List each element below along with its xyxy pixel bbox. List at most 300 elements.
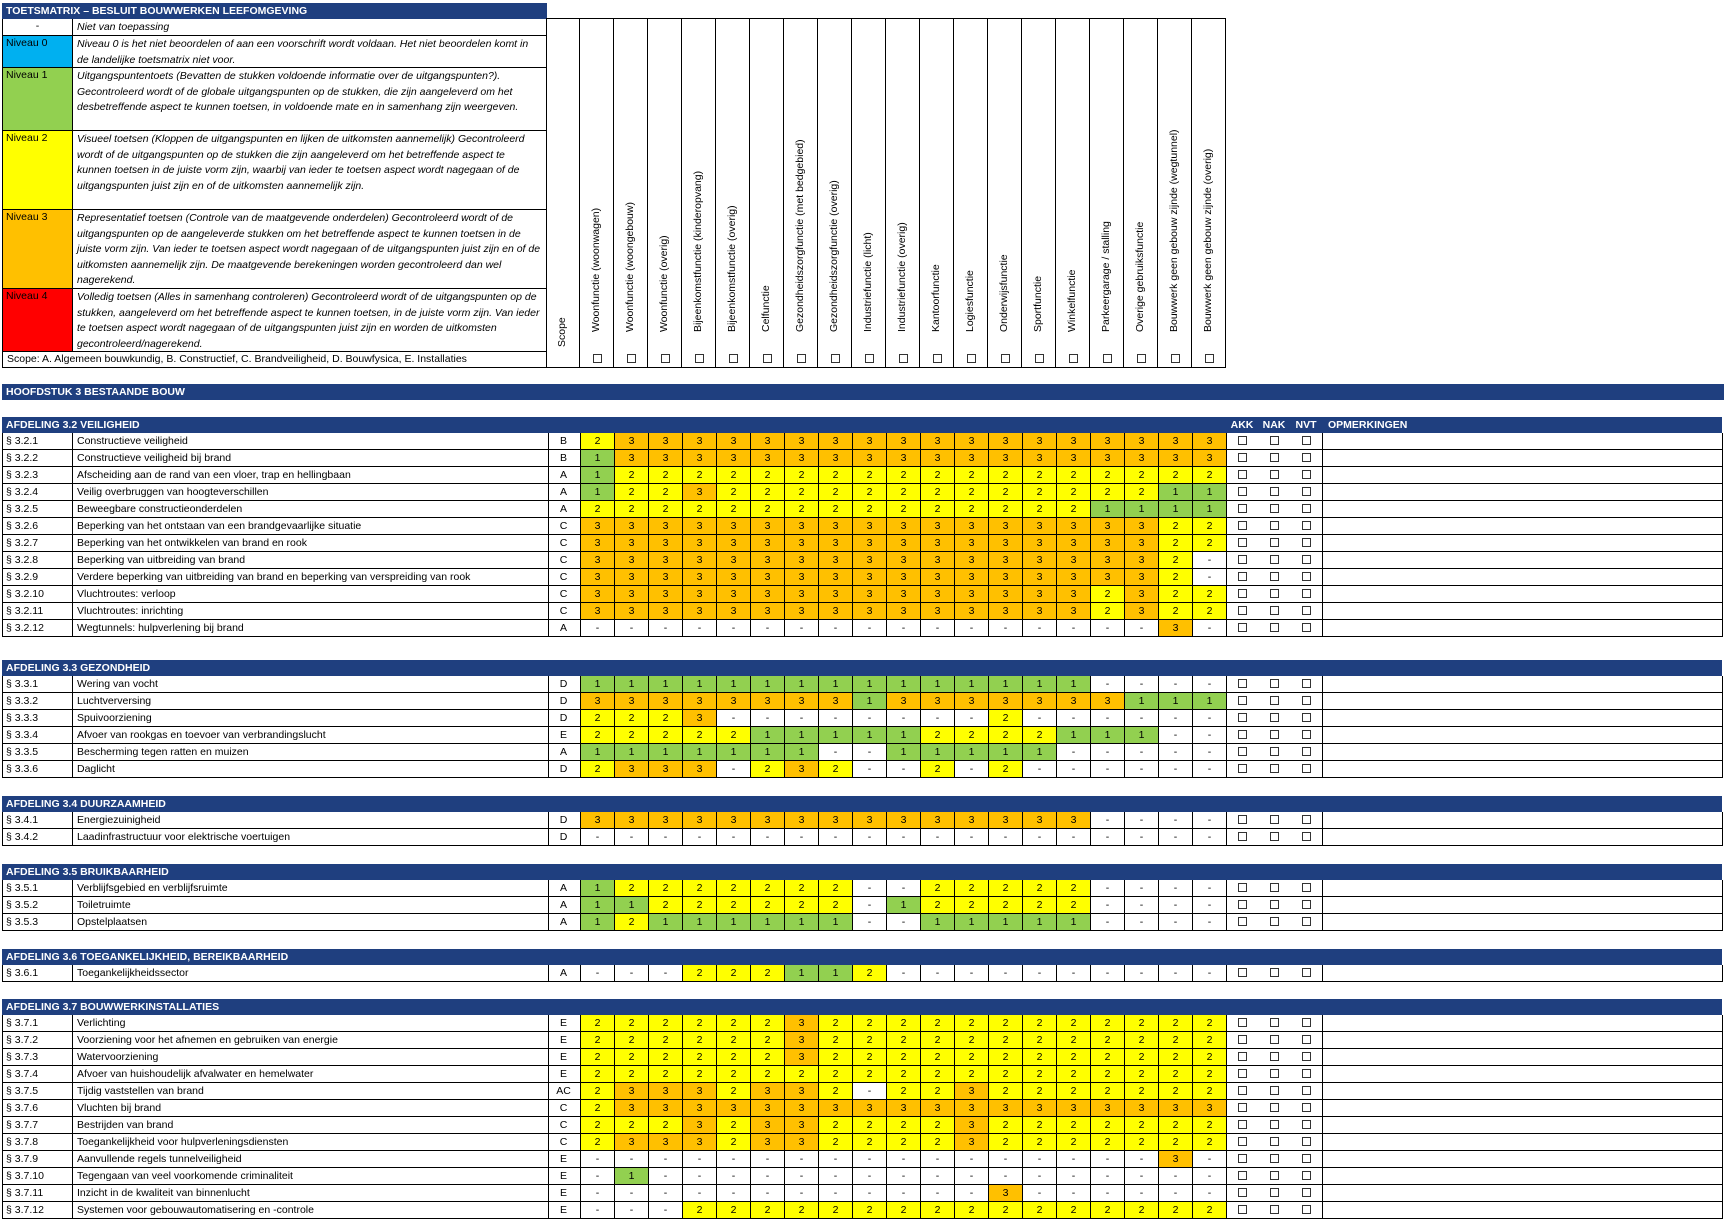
nvt-checkbox[interactable]	[1302, 538, 1311, 547]
remarks-cell[interactable]	[1323, 1032, 1723, 1049]
nvt-checkbox[interactable]	[1302, 747, 1311, 756]
nak-checkbox[interactable]	[1270, 1171, 1279, 1180]
nvt-checkbox[interactable]	[1302, 1035, 1311, 1044]
function-checkbox[interactable]	[695, 354, 704, 363]
nvt-checkbox[interactable]	[1302, 679, 1311, 688]
level-cell: 3	[785, 812, 819, 829]
nak-checkbox[interactable]	[1270, 589, 1279, 598]
level-cell: 1	[581, 676, 615, 693]
level-cell: 2	[1023, 1083, 1057, 1100]
level-cell: 3	[1057, 603, 1091, 620]
nvt-checkbox[interactable]	[1302, 470, 1311, 479]
function-header-8-label: Gezondheidszorgfunctie (overig)	[828, 180, 840, 332]
function-header-17	[1124, 18, 1158, 368]
table-row	[3, 1015, 1723, 1032]
nvt-checkbox[interactable]	[1302, 555, 1311, 564]
nvt-checkbox[interactable]	[1302, 606, 1311, 615]
article-title: Toegankelijkheidssector	[73, 965, 549, 982]
nak-checkbox[interactable]	[1270, 917, 1279, 926]
akk-checkbox[interactable]	[1238, 1103, 1247, 1112]
nvt-checkbox[interactable]	[1302, 917, 1311, 926]
function-checkbox[interactable]	[831, 354, 840, 363]
legend-row	[2, 19, 547, 36]
nvt-checkbox[interactable]	[1302, 436, 1311, 445]
nak-checkbox[interactable]	[1270, 747, 1279, 756]
remarks-cell[interactable]	[1323, 710, 1723, 727]
nvt-checkbox[interactable]	[1302, 1103, 1311, 1112]
nvt-checkbox[interactable]	[1302, 1018, 1311, 1027]
level-cell: 3	[717, 603, 751, 620]
level-cell: 2	[887, 501, 921, 518]
legend-code: Niveau 1	[3, 68, 73, 130]
nvt-checkbox[interactable]	[1302, 1205, 1311, 1214]
level-cell: -	[1091, 761, 1125, 778]
akk-checkbox[interactable]	[1238, 1171, 1247, 1180]
remarks-cell[interactable]	[1323, 744, 1723, 761]
nak-checkbox[interactable]	[1270, 504, 1279, 513]
remarks-cell[interactable]	[1323, 1117, 1723, 1134]
level-cell: 2	[853, 1202, 887, 1219]
remarks-cell[interactable]	[1323, 914, 1723, 931]
function-checkbox[interactable]	[1069, 354, 1078, 363]
level-cell: -	[853, 761, 887, 778]
level-cell: 3	[683, 1083, 717, 1100]
function-checkbox[interactable]	[865, 354, 874, 363]
level-cell: 3	[1057, 518, 1091, 535]
level-cell: -	[1057, 1168, 1091, 1185]
level-cell: 1	[853, 727, 887, 744]
remarks-cell[interactable]	[1323, 484, 1723, 501]
remarks-cell[interactable]	[1323, 433, 1723, 450]
remarks-cell[interactable]	[1323, 761, 1723, 778]
remarks-cell[interactable]	[1323, 620, 1723, 637]
level-cell: -	[785, 1185, 819, 1202]
nvt-checkbox[interactable]	[1302, 1120, 1311, 1129]
function-checkbox[interactable]	[1035, 354, 1044, 363]
nak-checkbox[interactable]	[1270, 453, 1279, 462]
nvt-checkbox[interactable]	[1302, 1052, 1311, 1061]
remarks-cell[interactable]	[1323, 829, 1723, 846]
status-cell-nvt	[1291, 897, 1323, 914]
nvt-checkbox[interactable]	[1302, 1188, 1311, 1197]
level-cell: -	[1159, 676, 1193, 693]
table-row	[3, 433, 1723, 450]
akk-checkbox[interactable]	[1238, 917, 1247, 926]
level-cell: 3	[887, 812, 921, 829]
function-checkbox[interactable]	[1205, 354, 1214, 363]
function-checkbox[interactable]	[661, 354, 670, 363]
level-cell: 3	[1091, 693, 1125, 710]
function-checkbox[interactable]	[593, 354, 602, 363]
level-cell: 3	[649, 552, 683, 569]
level-cell: 1	[1125, 727, 1159, 744]
nvt-checkbox[interactable]	[1302, 572, 1311, 581]
status-cell-nvt	[1291, 710, 1323, 727]
level-cell: 3	[581, 569, 615, 586]
level-cell: 2	[989, 1134, 1023, 1151]
akk-checkbox[interactable]	[1238, 1188, 1247, 1197]
nak-checkbox[interactable]	[1270, 606, 1279, 615]
nvt-checkbox[interactable]	[1302, 504, 1311, 513]
level-cell: -	[1091, 710, 1125, 727]
function-checkbox[interactable]	[1171, 354, 1180, 363]
status-cell-akk	[1227, 1049, 1259, 1066]
nak-checkbox[interactable]	[1270, 1086, 1279, 1095]
akk-checkbox[interactable]	[1238, 679, 1247, 688]
level-cell: 3	[717, 569, 751, 586]
nvt-checkbox[interactable]	[1302, 832, 1311, 841]
akk-checkbox[interactable]	[1238, 696, 1247, 705]
akk-checkbox[interactable]	[1238, 504, 1247, 513]
nak-checkbox[interactable]	[1270, 623, 1279, 632]
function-header-18-label: Bouwwerk geen gebouw zijnde (wegtunnel)	[1168, 129, 1180, 332]
function-checkbox[interactable]	[797, 354, 806, 363]
nak-checkbox[interactable]	[1270, 883, 1279, 892]
level-cell: 3	[581, 586, 615, 603]
level-cell: 3	[785, 1015, 819, 1032]
remarks-cell[interactable]	[1323, 1134, 1723, 1151]
level-cell: -	[819, 1168, 853, 1185]
status-cell-akk	[1227, 1100, 1259, 1117]
function-header-19	[1192, 18, 1226, 368]
nak-checkbox[interactable]	[1270, 832, 1279, 841]
akk-checkbox[interactable]	[1238, 538, 1247, 547]
scope-column-header-label: Scope	[556, 317, 568, 347]
function-checkbox[interactable]	[1137, 354, 1146, 363]
nvt-checkbox[interactable]	[1302, 713, 1311, 722]
remarks-cell[interactable]	[1323, 501, 1723, 518]
nak-checkbox[interactable]	[1270, 1154, 1279, 1163]
function-checkbox[interactable]	[1001, 354, 1010, 363]
nak-checkbox[interactable]	[1270, 1018, 1279, 1027]
akk-checkbox[interactable]	[1238, 453, 1247, 462]
nvt-checkbox[interactable]	[1302, 453, 1311, 462]
level-cell: 3	[989, 552, 1023, 569]
level-cell: 2	[683, 727, 717, 744]
nak-checkbox[interactable]	[1270, 470, 1279, 479]
nvt-checkbox[interactable]	[1302, 623, 1311, 632]
function-checkbox[interactable]	[763, 354, 772, 363]
akk-checkbox[interactable]	[1238, 1069, 1247, 1078]
level-cell: 3	[1125, 552, 1159, 569]
level-cell: 3	[649, 693, 683, 710]
function-header-6-label: Celfunctie	[760, 285, 772, 332]
scope-code: D	[547, 812, 581, 829]
level-cell: 2	[819, 761, 853, 778]
table-row	[3, 744, 1723, 761]
level-cell: 3	[683, 603, 717, 620]
nak-checkbox[interactable]	[1270, 696, 1279, 705]
legend-row	[2, 289, 547, 352]
level-cell: 3	[649, 812, 683, 829]
akk-checkbox[interactable]	[1238, 1018, 1247, 1027]
akk-checkbox[interactable]	[1238, 623, 1247, 632]
remarks-cell[interactable]	[1323, 450, 1723, 467]
level-cell: 3	[785, 1134, 819, 1151]
level-cell: -	[717, 710, 751, 727]
remarks-cell[interactable]	[1323, 676, 1723, 693]
akk-checkbox[interactable]	[1238, 606, 1247, 615]
table-row	[3, 1083, 1723, 1100]
remarks-cell[interactable]	[1323, 603, 1723, 620]
remarks-cell[interactable]	[1323, 467, 1723, 484]
table-row	[3, 1168, 1723, 1185]
level-cell: 1	[581, 450, 615, 467]
remarks-cell[interactable]	[1323, 535, 1723, 552]
nak-checkbox[interactable]	[1270, 1137, 1279, 1146]
remarks-cell[interactable]	[1323, 897, 1723, 914]
level-cell: 1	[785, 744, 819, 761]
level-cell: -	[649, 965, 683, 982]
akk-checkbox[interactable]	[1238, 747, 1247, 756]
scope-column-header	[546, 18, 580, 368]
remarks-cell[interactable]	[1323, 1168, 1723, 1185]
level-cell: 1	[989, 744, 1023, 761]
akk-checkbox[interactable]	[1238, 1052, 1247, 1061]
article-title: Daglicht	[73, 761, 549, 778]
akk-checkbox[interactable]	[1238, 1035, 1247, 1044]
remarks-cell[interactable]	[1323, 880, 1723, 897]
level-cell: 2	[887, 467, 921, 484]
level-cell: 1	[751, 914, 785, 931]
remarks-cell[interactable]	[1323, 1202, 1723, 1219]
remarks-cell[interactable]	[1323, 965, 1723, 982]
nak-checkbox[interactable]	[1270, 555, 1279, 564]
status-cell-nvt	[1291, 552, 1323, 569]
level-cell: 1	[785, 965, 819, 982]
akk-checkbox[interactable]	[1238, 1137, 1247, 1146]
nak-checkbox[interactable]	[1270, 900, 1279, 909]
status-cell-nak	[1259, 1100, 1291, 1117]
level-cell: 2	[1125, 467, 1159, 484]
remarks-cell[interactable]	[1323, 569, 1723, 586]
remarks-cell[interactable]	[1323, 1185, 1723, 1202]
status-cell-akk	[1227, 535, 1259, 552]
remarks-cell[interactable]	[1323, 552, 1723, 569]
akk-checkbox[interactable]	[1238, 589, 1247, 598]
akk-checkbox[interactable]	[1238, 832, 1247, 841]
level-cell: 3	[751, 433, 785, 450]
level-cell: 2	[717, 484, 751, 501]
level-cell: 2	[853, 1134, 887, 1151]
article-title: Afscheiding aan de rand van een vloer, trap en hellingbaan	[73, 467, 549, 484]
nak-checkbox[interactable]	[1270, 487, 1279, 496]
akk-checkbox[interactable]	[1238, 1205, 1247, 1214]
akk-checkbox[interactable]	[1238, 1086, 1247, 1095]
nak-checkbox[interactable]	[1270, 572, 1279, 581]
level-cell: 2	[887, 1049, 921, 1066]
nvt-checkbox[interactable]	[1302, 883, 1311, 892]
level-cell: -	[717, 761, 751, 778]
akk-checkbox[interactable]	[1238, 968, 1247, 977]
level-cell: 3	[785, 535, 819, 552]
table-row	[3, 467, 1723, 484]
level-cell: -	[649, 829, 683, 846]
level-cell: 3	[649, 1134, 683, 1151]
section-title: AFDELING 3.5 BRUIKBAARHEID	[6, 866, 169, 878]
level-cell: 2	[955, 1202, 989, 1219]
remarks-cell[interactable]	[1323, 1066, 1723, 1083]
nak-checkbox[interactable]	[1270, 538, 1279, 547]
remarks-cell[interactable]	[1323, 1049, 1723, 1066]
nvt-checkbox[interactable]	[1302, 1086, 1311, 1095]
status-cell-nak	[1259, 1151, 1291, 1168]
function-checkbox[interactable]	[729, 354, 738, 363]
function-checkbox[interactable]	[627, 354, 636, 363]
nak-checkbox[interactable]	[1270, 713, 1279, 722]
scope-code: E	[547, 1032, 581, 1049]
remarks-cell[interactable]	[1323, 727, 1723, 744]
level-cell: 2	[1159, 1032, 1193, 1049]
nak-checkbox[interactable]	[1270, 730, 1279, 739]
akk-checkbox[interactable]	[1238, 713, 1247, 722]
status-cell-akk	[1227, 727, 1259, 744]
level-cell: 2	[819, 467, 853, 484]
nvt-checkbox[interactable]	[1302, 521, 1311, 530]
akk-checkbox[interactable]	[1238, 815, 1247, 824]
table-row	[3, 501, 1723, 518]
scope-code: E	[547, 1185, 581, 1202]
scope-code: E	[547, 1066, 581, 1083]
nvt-checkbox[interactable]	[1302, 1069, 1311, 1078]
level-cell: 3	[717, 693, 751, 710]
level-cell: -	[853, 829, 887, 846]
nak-checkbox[interactable]	[1270, 1120, 1279, 1129]
nvt-checkbox[interactable]	[1302, 696, 1311, 705]
nak-checkbox[interactable]	[1270, 1103, 1279, 1112]
function-header-19-label: Bouwwerk geen gebouw zijnde (overig)	[1202, 148, 1214, 332]
level-cell: 2	[1057, 1032, 1091, 1049]
level-cell: 3	[853, 569, 887, 586]
nak-checkbox[interactable]	[1270, 521, 1279, 530]
nak-checkbox[interactable]	[1270, 1035, 1279, 1044]
status-cell-akk	[1227, 812, 1259, 829]
nvt-checkbox[interactable]	[1302, 1171, 1311, 1180]
table-row	[3, 569, 1723, 586]
remarks-cell[interactable]	[1323, 1151, 1723, 1168]
nvt-checkbox[interactable]	[1302, 815, 1311, 824]
nvt-checkbox[interactable]	[1302, 589, 1311, 598]
akk-checkbox[interactable]	[1238, 1120, 1247, 1129]
nvt-checkbox[interactable]	[1302, 968, 1311, 977]
level-cell: 2	[989, 727, 1023, 744]
level-cell: 2	[683, 965, 717, 982]
akk-checkbox[interactable]	[1238, 900, 1247, 909]
level-cell: 3	[615, 1083, 649, 1100]
akk-checkbox[interactable]	[1238, 764, 1247, 773]
level-cell: 2	[1057, 880, 1091, 897]
level-cell: 3	[683, 569, 717, 586]
status-cell-nvt	[1291, 1100, 1323, 1117]
level-cell: -	[853, 1168, 887, 1185]
akk-checkbox[interactable]	[1238, 730, 1247, 739]
remarks-cell[interactable]	[1323, 1015, 1723, 1032]
nvt-checkbox[interactable]	[1302, 1154, 1311, 1163]
nak-checkbox[interactable]	[1270, 968, 1279, 977]
level-cell: 2	[683, 1202, 717, 1219]
level-cell: 1	[785, 727, 819, 744]
table-row	[3, 710, 1723, 727]
level-cell: 2	[785, 897, 819, 914]
level-cell: 3	[955, 603, 989, 620]
level-cell: 2	[887, 1066, 921, 1083]
scope-code: A	[547, 897, 581, 914]
nvt-checkbox[interactable]	[1302, 730, 1311, 739]
nak-checkbox[interactable]	[1270, 764, 1279, 773]
nvt-checkbox[interactable]	[1302, 900, 1311, 909]
function-checkbox[interactable]	[967, 354, 976, 363]
level-cell: 2	[649, 484, 683, 501]
level-cell: -	[1091, 676, 1125, 693]
remarks-cell[interactable]	[1323, 1100, 1723, 1117]
level-cell: 2	[615, 1032, 649, 1049]
akk-checkbox[interactable]	[1238, 555, 1247, 564]
level-cell: 2	[649, 880, 683, 897]
level-cell: 2	[1193, 603, 1227, 620]
akk-checkbox[interactable]	[1238, 572, 1247, 581]
nak-checkbox[interactable]	[1270, 1069, 1279, 1078]
akk-checkbox[interactable]	[1238, 436, 1247, 445]
akk-checkbox[interactable]	[1238, 487, 1247, 496]
remarks-cell[interactable]	[1323, 586, 1723, 603]
level-cell: 2	[683, 501, 717, 518]
function-checkbox[interactable]	[1103, 354, 1112, 363]
function-checkbox[interactable]	[933, 354, 942, 363]
nak-checkbox[interactable]	[1270, 436, 1279, 445]
level-cell: 3	[921, 433, 955, 450]
level-cell: 2	[1159, 1049, 1193, 1066]
nak-checkbox[interactable]	[1270, 1205, 1279, 1214]
akk-checkbox[interactable]	[1238, 470, 1247, 479]
akk-checkbox[interactable]	[1238, 1154, 1247, 1163]
nvt-checkbox[interactable]	[1302, 764, 1311, 773]
level-cell: 3	[955, 586, 989, 603]
remarks-cell[interactable]	[1323, 518, 1723, 535]
level-cell: 1	[751, 676, 785, 693]
level-cell: -	[887, 1151, 921, 1168]
level-cell: 3	[819, 603, 853, 620]
article-title: Veilig overbruggen van hoogteverschillen	[73, 484, 549, 501]
level-cell: 3	[955, 693, 989, 710]
nak-checkbox[interactable]	[1270, 1052, 1279, 1061]
remarks-cell[interactable]	[1323, 693, 1723, 710]
level-cell: -	[683, 1185, 717, 1202]
nak-checkbox[interactable]	[1270, 815, 1279, 824]
status-cell-nak	[1259, 501, 1291, 518]
level-cell: -	[921, 965, 955, 982]
nvt-checkbox[interactable]	[1302, 1137, 1311, 1146]
function-checkbox[interactable]	[899, 354, 908, 363]
scope-code: D	[547, 829, 581, 846]
nvt-checkbox[interactable]	[1302, 487, 1311, 496]
level-cell: 3	[717, 535, 751, 552]
level-cell: -	[1193, 710, 1227, 727]
level-cell: 2	[581, 761, 615, 778]
level-cell: 3	[989, 535, 1023, 552]
legend-code: -	[3, 19, 73, 35]
nak-checkbox[interactable]	[1270, 679, 1279, 688]
level-cell: 3	[1159, 620, 1193, 637]
remarks-cell[interactable]	[1323, 1083, 1723, 1100]
nak-checkbox[interactable]	[1270, 1188, 1279, 1197]
level-cell: -	[887, 829, 921, 846]
article-number: § 3.7.7	[3, 1117, 73, 1134]
akk-checkbox[interactable]	[1238, 883, 1247, 892]
article-title: Beperking van uitbreiding van brand	[73, 552, 549, 569]
remarks-cell[interactable]	[1323, 812, 1723, 829]
akk-checkbox[interactable]	[1238, 521, 1247, 530]
level-cell: -	[1159, 1168, 1193, 1185]
